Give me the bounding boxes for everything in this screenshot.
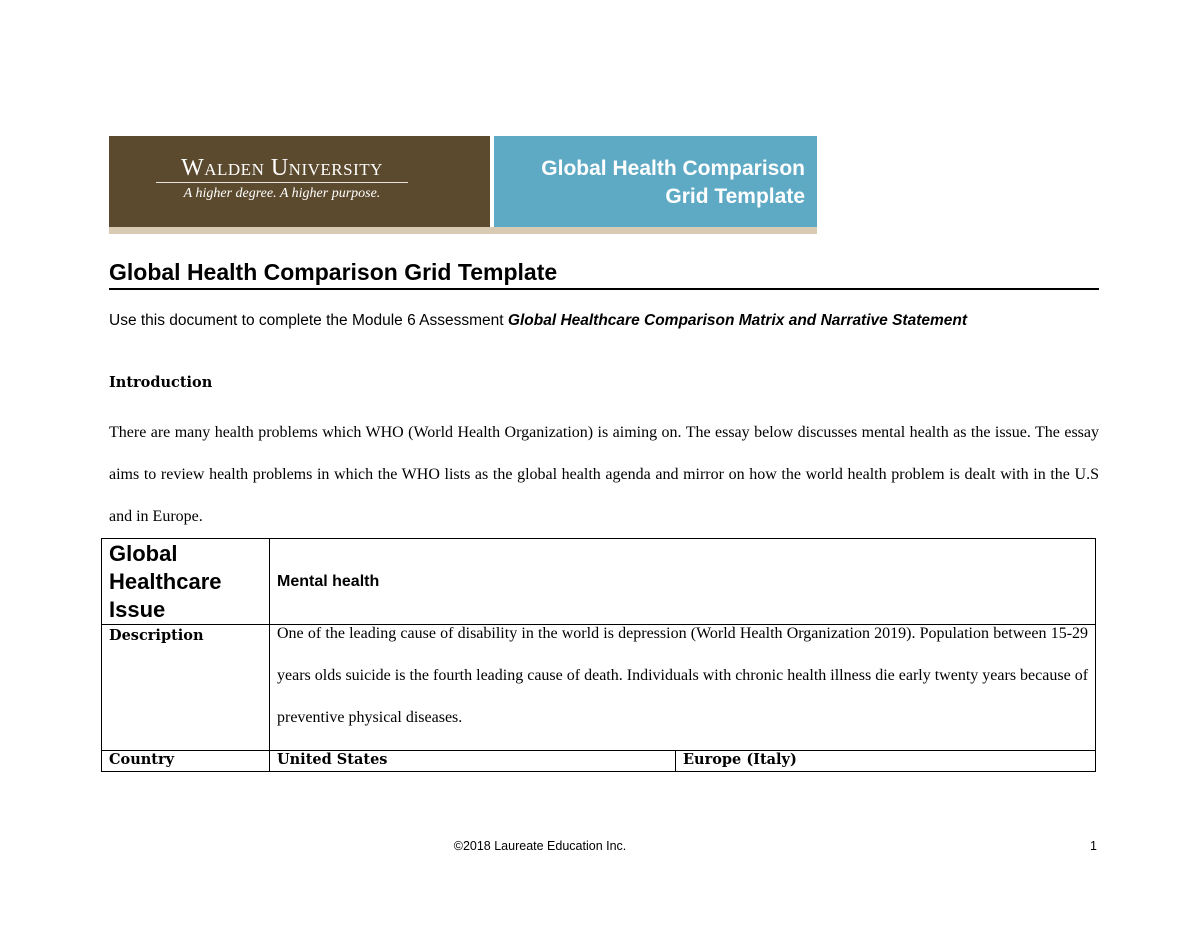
university-logo-name: Walden University [181, 155, 383, 181]
table-row [102, 751, 1096, 772]
country-europe-italy: Europe (Italy) [676, 751, 1096, 772]
comparison-grid [101, 538, 1096, 772]
footer-copyright: ©2018 Laureate Education Inc. [453, 839, 627, 853]
issue-value: Mental health [277, 572, 380, 590]
table-row [102, 625, 1096, 751]
banner-title-line2: Grid Template [665, 185, 805, 208]
introduction-heading: Introduction [109, 374, 213, 391]
description-label-cell [102, 625, 270, 751]
banner-underline [109, 227, 817, 234]
banner-title-line1: Global Health Comparison [541, 157, 805, 180]
description-text: One of the leading cause of disability in the world is depression (World Health Organization 2019). Population between 15-29 years olds suicide is the fourth leading cause of death. Individuals with chronic health illness die early twenty years because of preventive physical diseases. [277, 625, 1089, 726]
issue-label-cell [102, 539, 270, 625]
country-label: Country [102, 751, 270, 772]
logo-divider [156, 182, 408, 183]
document-title: Global Health Comparison Grid Template [109, 258, 1099, 290]
table-row [102, 539, 1096, 625]
banner-title-panel [494, 136, 817, 227]
description-label: Description [109, 627, 204, 644]
assessment-name: Global Healthcare Comparison Matrix and Narrative Statement [507, 312, 968, 329]
introduction-paragraph: There are many health problems which WHO (World Health Organization) is aiming on. The essay below discusses mental health as the issue. The essay aims to review health problems in which the WHO lists as the global health agenda and mirror on how the world health problem is dealt with in the U.S and in Europe. [109, 424, 1099, 525]
university-tagline: A higher degree. A higher purpose. [183, 186, 381, 201]
issue-value-cell [270, 539, 1096, 625]
page-number: 1 [1090, 839, 1097, 853]
description-cell [270, 625, 1096, 751]
banner-title [541, 155, 805, 211]
header-banner [109, 136, 817, 227]
instructions-paragraph [109, 310, 1099, 331]
country-united-states: United States [270, 751, 676, 772]
issue-label: Global Healthcare Issue [109, 541, 222, 622]
university-logo-panel [109, 136, 490, 227]
instructions-text: Use this document to complete the Module 6 Assessment [109, 312, 508, 329]
